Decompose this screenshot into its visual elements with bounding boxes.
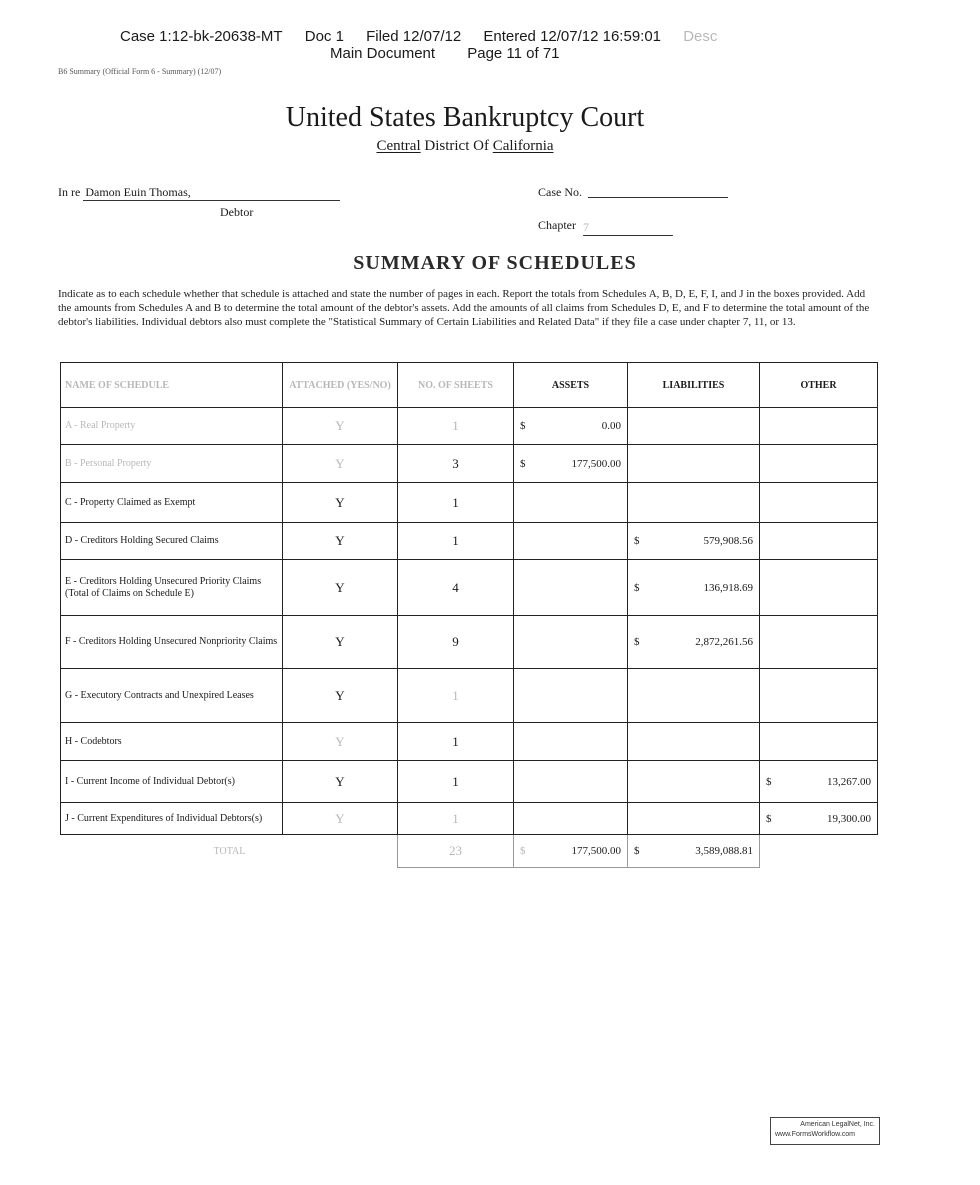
logo-line2: www.FormsWorkflow.com: [775, 1131, 855, 1138]
attached-cell: Y: [283, 723, 398, 761]
main-document-label: Main Document: [330, 45, 436, 62]
attached-cell: Y: [283, 445, 398, 483]
liabilities-cell: [628, 523, 760, 560]
total-label: TOTAL: [213, 845, 246, 857]
assets-cell: [514, 723, 628, 761]
attached-cell: Y: [283, 616, 398, 669]
sheets-cell: 1: [398, 723, 514, 761]
chapter-value: [583, 220, 673, 236]
assets-cell: [514, 669, 628, 723]
schedule-name: I - Current Income of Individual Debtor(s): [61, 761, 283, 803]
liabilities-cell: [628, 616, 760, 669]
other-cell: [760, 616, 878, 669]
debtor-name: Damon Euin Thomas,: [83, 185, 340, 201]
assets-cell: [514, 761, 628, 803]
doc-number: Doc 1: [304, 28, 344, 45]
other-cell: [760, 408, 878, 445]
page-indicator: Page 11 of 71: [467, 45, 560, 62]
logo-line1: American LegalNet, Inc.: [800, 1121, 875, 1128]
attached-cell: Y: [283, 560, 398, 616]
other-cell: [760, 761, 878, 803]
case-number-field: [538, 185, 728, 200]
currency-symbol: $: [634, 535, 640, 547]
currency-symbol: $: [634, 581, 640, 594]
sheets-cell: 3: [398, 445, 514, 483]
header-attached: ATTACHED (YES/NO): [283, 363, 398, 408]
schedule-name: F - Creditors Holding Unsecured Nonpriority Claims: [61, 616, 283, 669]
total-spacer: [283, 835, 398, 868]
assets-cell: [514, 803, 628, 835]
total-other-spacer: [760, 835, 878, 868]
filed-date: Filed 12/07/12: [366, 28, 462, 45]
liabilities-amount: 2,872,261.56: [695, 636, 753, 648]
other-amount: 19,300.00: [827, 812, 871, 825]
schedule-name: E - Creditors Holding Unsecured Priority Claims: [65, 575, 262, 587]
assets-cell: [514, 616, 628, 669]
district-middle: District Of: [424, 138, 489, 154]
liabilities-cell: [628, 408, 760, 445]
other-amount: 13,267.00: [827, 775, 871, 788]
sheets-cell: 1: [398, 523, 514, 560]
liabilities-cell: [628, 669, 760, 723]
in-re-label: In re: [58, 185, 81, 199]
schedule-name: A - Real Property: [61, 408, 283, 445]
schedule-name: B - Personal Property: [61, 445, 283, 483]
schedule-name: D - Creditors Holding Secured Claims: [61, 523, 283, 560]
chapter-number: 7: [583, 220, 589, 234]
sheets-cell: 1: [398, 669, 514, 723]
other-cell: [760, 803, 878, 835]
total-liabilities-cell: [628, 835, 760, 868]
other-cell: [760, 483, 878, 523]
case-no-label: Case No.: [538, 185, 582, 199]
assets-cell: [514, 560, 628, 616]
chapter-field: [538, 218, 673, 236]
district-prefix: Central: [376, 138, 421, 154]
attached-cell: Y: [283, 803, 398, 835]
table-row: [61, 723, 878, 761]
form-label: B6 Summary (Official Form 6 - Summary) (12/07): [58, 67, 222, 76]
header-other: OTHER: [760, 363, 878, 408]
total-liabilities-amount: 3,589,088.81: [695, 845, 753, 857]
sheets-cell: 4: [398, 560, 514, 616]
liabilities-cell: [628, 483, 760, 523]
currency-symbol: $: [520, 457, 526, 470]
schedule-name-cell: [61, 560, 283, 616]
currency-symbol: $: [520, 420, 526, 432]
liabilities-cell: [628, 560, 760, 616]
table-header-row: [61, 363, 878, 408]
attached-cell: Y: [283, 669, 398, 723]
instructions-paragraph: Indicate as to each schedule whether that schedule is attached and state the number of pages in each. Report the totals from Schedules A, B, D, E, F, I, and J in the boxes provided. Add the amounts from Schedules A and B to determine the total amount of the debtor's assets. Add the amounts of all claims from Schedules D, E, and F to determine the total amount of the debtor's liabilities. Individual debtors also must complete the "Statistical Summary of Certain Liabilities and Related Data" if they file a case under chapter 7, 11, or 13.: [58, 288, 870, 328]
total-sheets: 23: [398, 835, 514, 868]
total-row: [61, 835, 878, 868]
other-cell: [760, 445, 878, 483]
table-row: [61, 616, 878, 669]
assets-cell: [514, 483, 628, 523]
filing-header: [120, 28, 735, 45]
assets-amount: 0.00: [601, 420, 621, 432]
assets-cell: [514, 408, 628, 445]
other-cell: [760, 560, 878, 616]
table-row: [61, 803, 878, 835]
attached-cell: Y: [283, 761, 398, 803]
currency-symbol: $: [766, 812, 772, 825]
debtor-label: Debtor: [220, 205, 254, 219]
table-row: [61, 523, 878, 560]
liabilities-cell: [628, 803, 760, 835]
table-row: [61, 483, 878, 523]
header-liabilities: LIABILITIES: [628, 363, 760, 408]
attached-cell: Y: [283, 483, 398, 523]
currency-symbol: $: [634, 636, 640, 648]
summary-title: SUMMARY OF SCHEDULES: [353, 252, 637, 274]
schedule-table: [60, 362, 878, 868]
table-row: [61, 445, 878, 483]
assets-cell: [514, 445, 628, 483]
other-cell: [760, 523, 878, 560]
currency-symbol: $: [520, 845, 526, 857]
liabilities-amount: 579,908.56: [703, 535, 753, 547]
sheets-cell: 1: [398, 408, 514, 445]
sheets-cell: 1: [398, 761, 514, 803]
liabilities-cell: [628, 761, 760, 803]
header-assets: ASSETS: [514, 363, 628, 408]
attached-cell: Y: [283, 523, 398, 560]
desc-label: Desc: [683, 28, 718, 45]
case-number: Case 1:12-bk-20638-MT: [120, 28, 283, 45]
in-re-line: [58, 185, 340, 201]
schedule-name-note: (Total of Claims on Schedule E): [65, 587, 194, 599]
other-cell: [760, 723, 878, 761]
table-row: [61, 761, 878, 803]
district-suffix: California: [492, 138, 554, 154]
currency-symbol: $: [634, 845, 640, 857]
total-assets-cell: [514, 835, 628, 868]
total-assets-amount: 177,500.00: [571, 845, 621, 857]
court-title: United States Bankruptcy Court: [285, 102, 645, 133]
court-district: [0, 138, 930, 155]
publisher-logo: [770, 1117, 880, 1145]
table-row: [61, 560, 878, 616]
other-cell: [760, 669, 878, 723]
currency-symbol: $: [766, 775, 772, 788]
header-sheets: NO. OF SHEETS: [398, 363, 514, 408]
schedule-name: C - Property Claimed as Exempt: [61, 483, 283, 523]
entered-date: Entered 12/07/12 16:59:01: [483, 28, 662, 45]
schedule-name: G - Executory Contracts and Unexpired Leases: [61, 669, 283, 723]
sheets-cell: 1: [398, 483, 514, 523]
table-row: [61, 669, 878, 723]
schedule-name: J - Current Expenditures of Individual Debtors(s): [61, 803, 283, 835]
liabilities-cell: [628, 445, 760, 483]
header-name: NAME OF SCHEDULE: [61, 363, 283, 408]
chapter-label: Chapter: [538, 218, 576, 232]
sheets-cell: 1: [398, 803, 514, 835]
filing-header-line2: [330, 45, 588, 62]
liabilities-cell: [628, 723, 760, 761]
assets-amount: 177,500.00: [571, 457, 621, 470]
case-no-blank: [588, 185, 728, 198]
schedule-name: H - Codebtors: [61, 723, 283, 761]
attached-cell: Y: [283, 408, 398, 445]
table-row: [61, 408, 878, 445]
liabilities-amount: 136,918.69: [703, 581, 753, 594]
assets-cell: [514, 523, 628, 560]
sheets-cell: 9: [398, 616, 514, 669]
